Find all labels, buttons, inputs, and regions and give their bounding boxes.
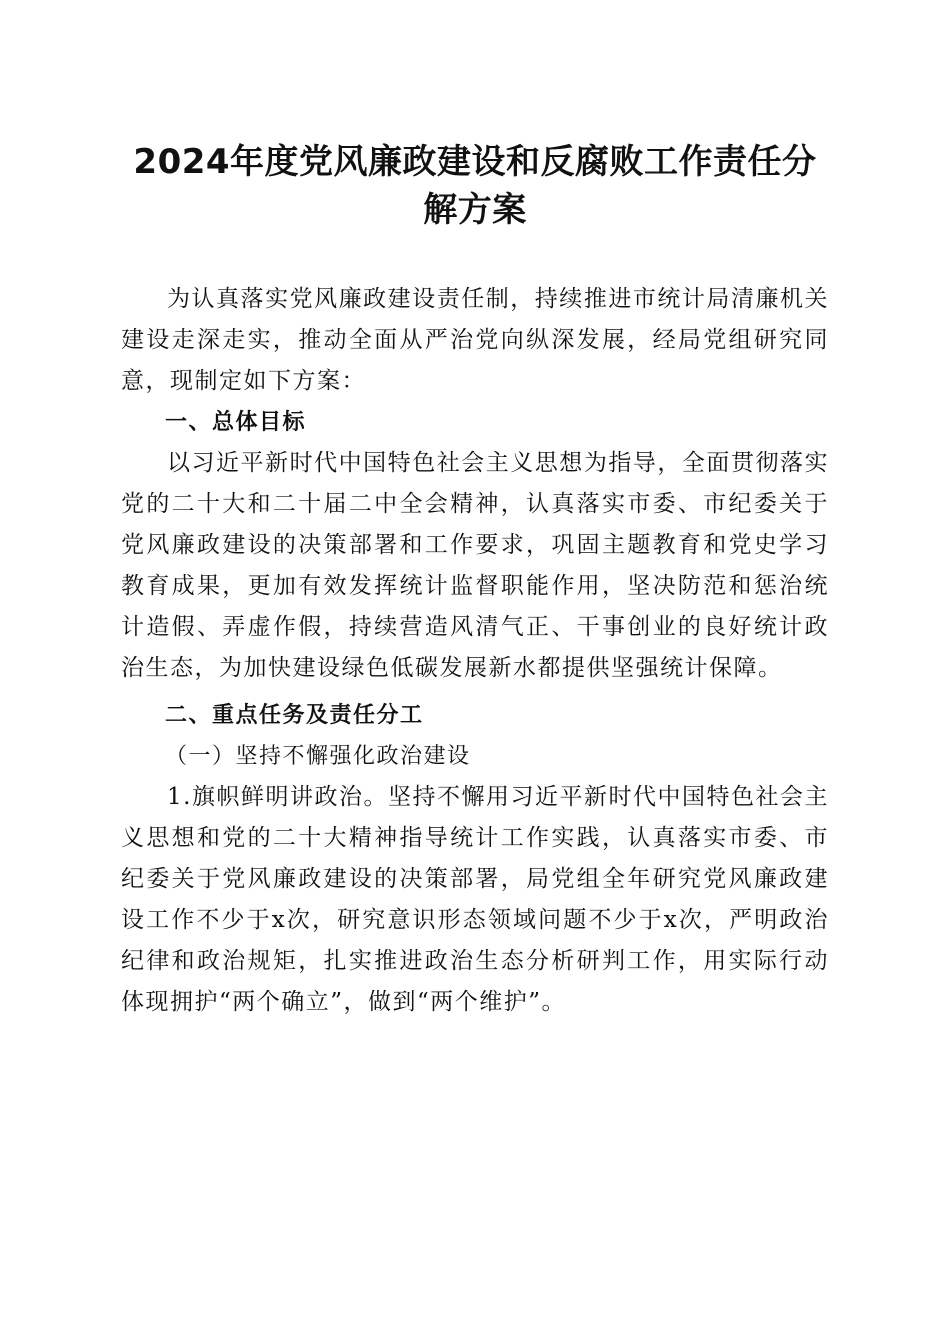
intro-paragraph: 为认真落实党风廉政建设责任制，持续推进市统计局清廉机关建设走深走实，推动全面从严治党向纵深发展，经局党组研究同意，现制定如下方案： — [121, 286, 829, 394]
document-title — [100, 138, 850, 234]
document-title-line-1: 2024年度党风廉政建设和反腐败工作责任分 — [133, 142, 817, 182]
overall-goal-paragraph: 以习近平新时代中国特色社会主义思想为指导，全面贯彻落实党的二十大和二十届二中全会精神，认真落实市委、市纪委关于党风廉政建设的决策部署和工作要求，巩固主题教育和党史学习教育成果，更加有效发挥统计监督职能作用，坚决防范和惩治统计造假、弄虚作假，持续营造风清气正、干事创业的良好统计政治生态，为加快建设绿色低碳发展新水都提供坚强统计保障。 — [121, 450, 829, 681]
subsection-heading-political-building: （一）坚持不懈强化政治建设 — [165, 744, 471, 769]
document-body — [121, 279, 829, 1023]
section-heading-overall-goal: 一、总体目标 — [165, 410, 307, 435]
document-title-line-2: 解方案 — [423, 190, 527, 230]
political-building-paragraph: 1.旗帜鲜明讲政治。坚持不懈用习近平新时代中国特色社会主义思想和党的二十大精神指导统计工作实践，认真落实市委、市纪委关于党风廉政建设的决策部署，局党组全年研究党风廉政建设工作不少于x次，研究意识形态领域问题不少于x次，严明政治纪律和政治规矩，扎实推进政治生态分析研判工作，用实际行动体现拥护“两个确立”，做到“两个维护”。 — [121, 784, 829, 1015]
section-heading-key-tasks: 二、重点任务及责任分工 — [165, 703, 424, 728]
